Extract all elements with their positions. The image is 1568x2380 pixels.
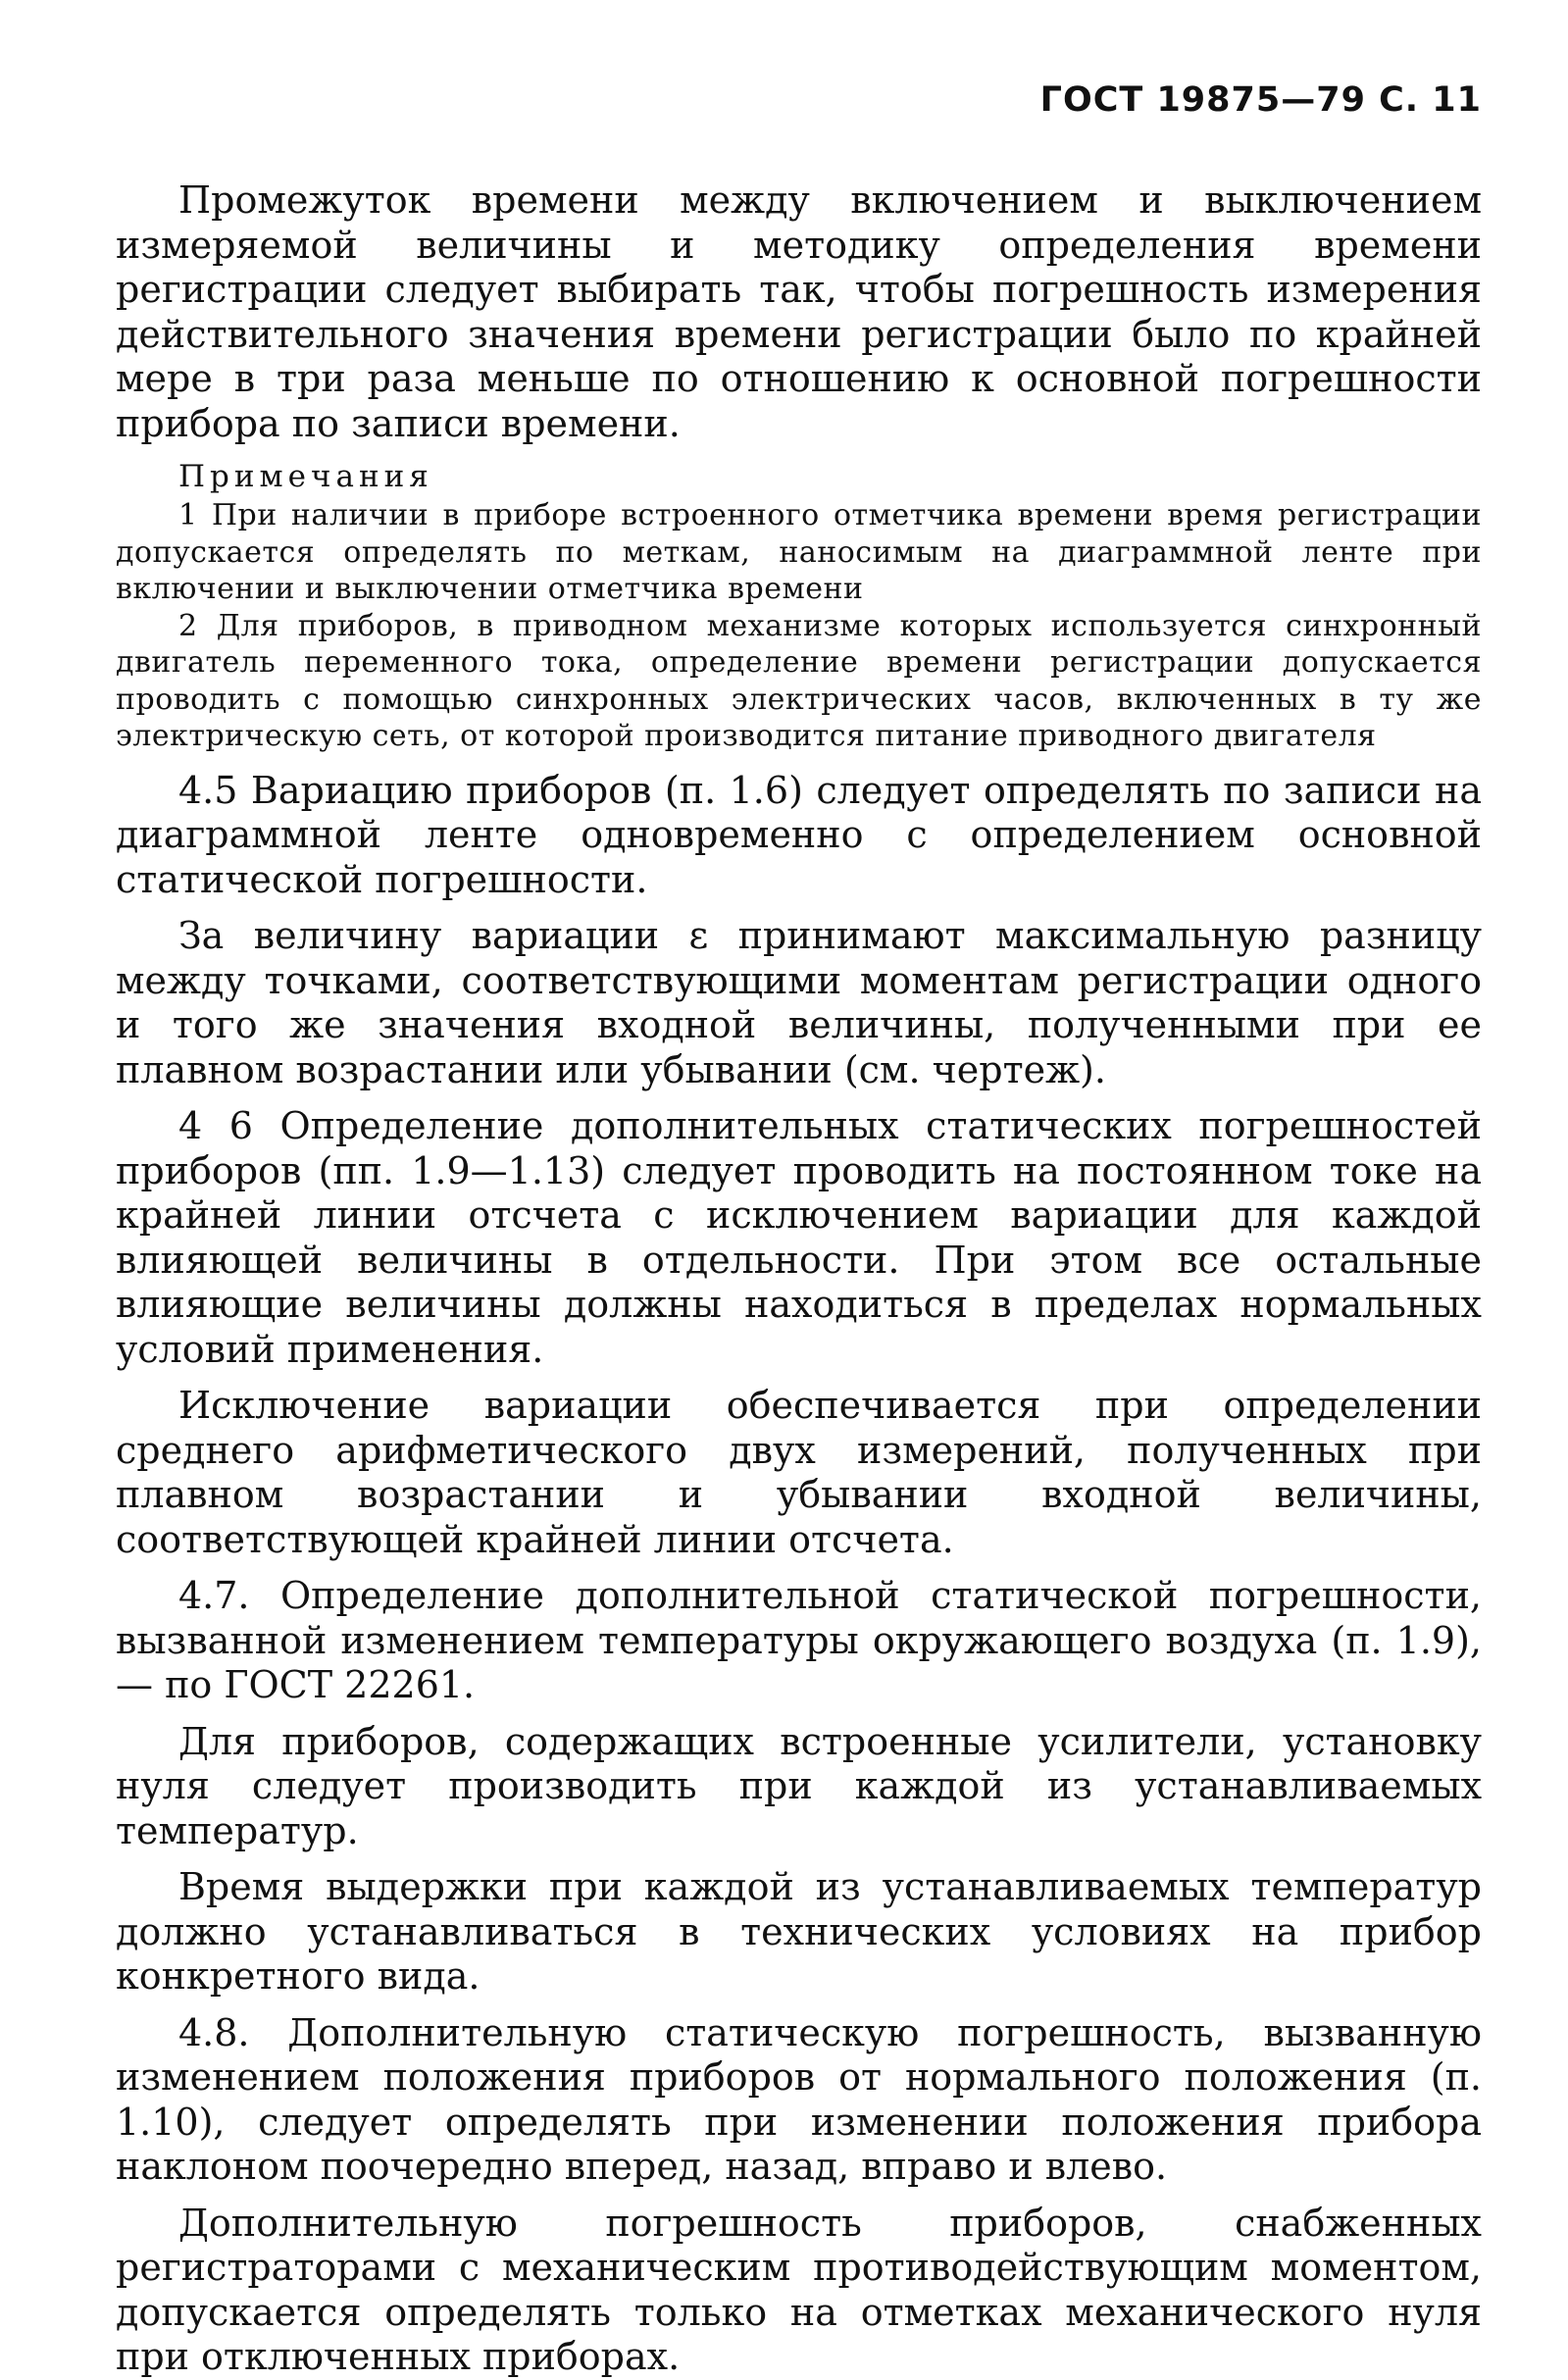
paragraph: 4 6 Определение дополнительных статических погрешностей приборов (пп. 1.9—1.13) следует проводить на постоянном токе на крайней линии отсчета с исключением вариации для каждой влияющей величины в отдельности. При этом все остальные влияющие величины должны находиться в пределах нормальных условий применения. bbox=[116, 1104, 1482, 1371]
paragraph: Дополнительную погрешность приборов, снабженных регистраторами с механическим противодействующим моментом, допускается определять только на отметках механического нуля при отключенных приборах. bbox=[116, 2201, 1482, 2378]
paragraph: 4.8. Дополнительную статическую погрешность, вызванную изменением положения приборов от нормального положения (п. 1.10), следует определять при изменении положения прибора наклоном поочередно вперед, назад, вправо и влево. bbox=[116, 2010, 1482, 2188]
paragraph: 4.7. Определение дополнительной статической погрешности, вызванной изменением температуры окружающего воздуха (п. 1.9),— по ГОСТ 22261. bbox=[116, 1574, 1482, 1706]
page-header: ГОСТ 19875—79 С. 11 bbox=[1039, 80, 1482, 120]
document-body bbox=[116, 178, 1482, 2380]
note-item: 2 Для приборов, в приводном механизме которых используется синхронный двигатель переменного тока, определение времени регистрации допускается проводить с помощью синхронных электрических часов, включенных в ту же электрическую сеть, от которой производится питание приводного двигателя bbox=[116, 608, 1482, 753]
notes-title: Примечания bbox=[178, 459, 433, 494]
note-item: 1 При наличии в приборе встроенного отметчика времени время регистрации допускается определять по меткам, наносимым на диаграммной ленте при включении и выключении отметчика времени bbox=[116, 498, 1482, 606]
paragraph: Для приборов, содержащих встроенные усилители, установку нуля следует производить при каждой из устанавливаемых температур. bbox=[116, 1719, 1482, 1852]
paragraph: Исключение вариации обеспечивается при определении среднего арифметического двух измерений, полученных при плавном возрастании и убывании входной величины, соответствующей крайней линии отсчета. bbox=[116, 1384, 1482, 1561]
paragraph: Промежуток времени между включением и выключением измеряемой величины и методику определения времени регистрации следует выбирать так, чтобы погрешность измерения действительного значения времени регистрации было по крайней мере в три раза меньше по отношению к основной погрешности прибора по записи времени. bbox=[116, 178, 1482, 445]
paragraph: За величину вариации ε принимают максимальную разницу между точками, соответствующими моментам регистрации одного и того же значения входной величины, полученными при ее плавном возрастании или убывании (см. чертеж). bbox=[116, 914, 1482, 1091]
paragraph: 4.5 Вариацию приборов (п. 1.6) следует определять по записи на диаграммной ленте одновременно с определением основной статической погрешности. bbox=[116, 768, 1482, 901]
paragraph: Время выдержки при каждой из устанавливаемых температур должно устанавливаться в технических условиях на прибор конкретного вида. bbox=[116, 1865, 1482, 1998]
